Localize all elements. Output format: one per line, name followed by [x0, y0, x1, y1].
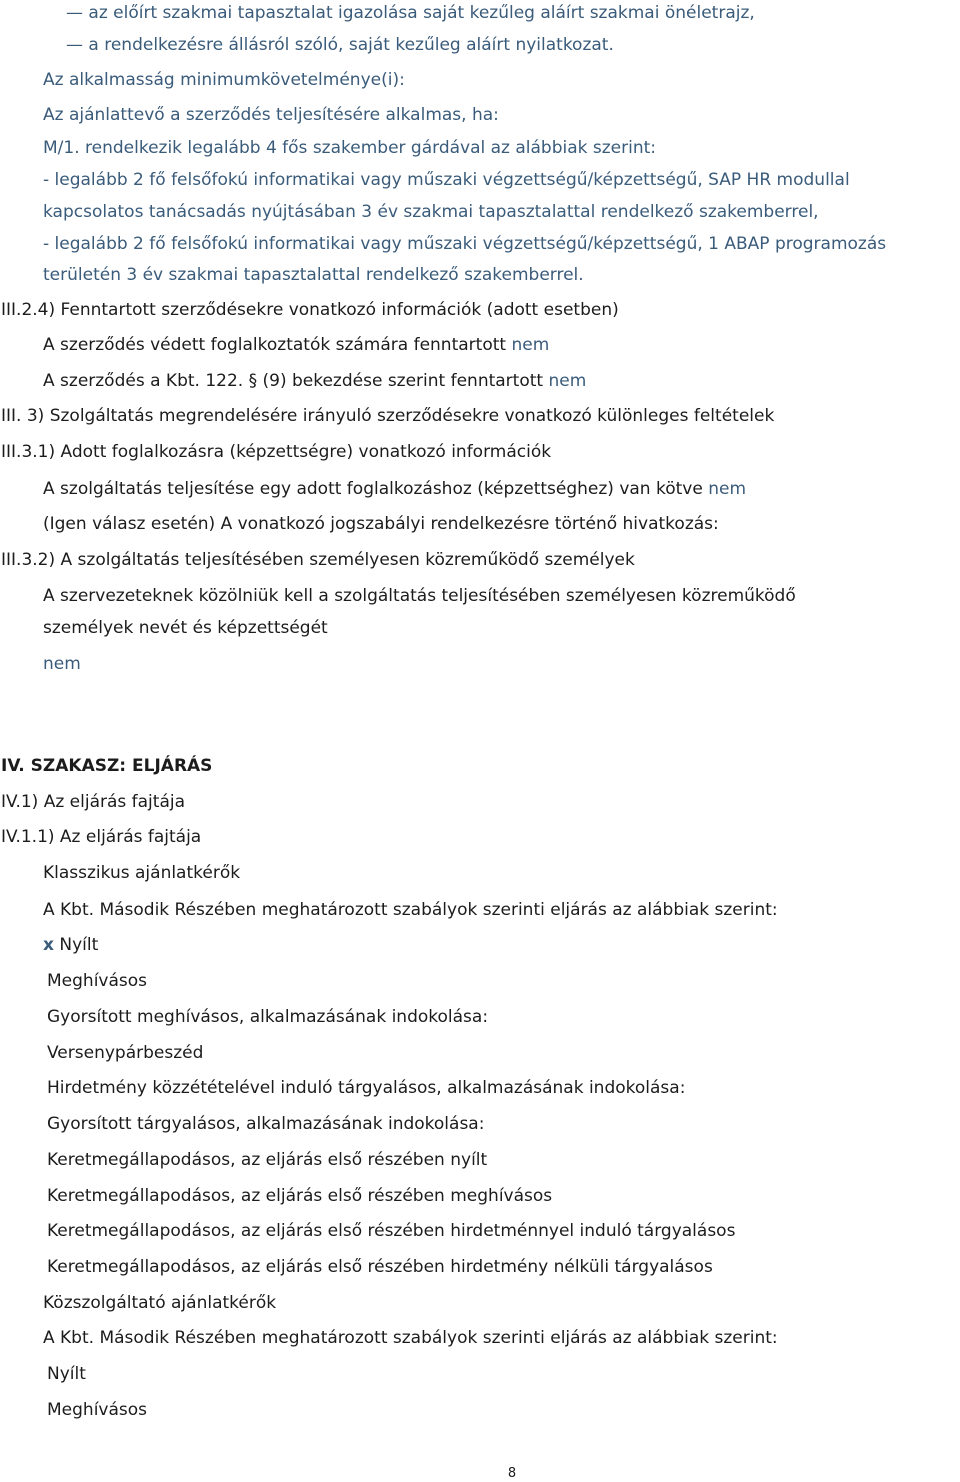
section-iii-3-1-heading: III.3.1) Adott foglalkozásra (képzettségre) vonatkozó információk	[1, 442, 552, 462]
requirement-m1-item2-a: - legalább 2 fő felsőfokú informatikai vagy műszaki végzettségű/képzettségű, 1 ABAP programozás	[43, 234, 887, 254]
reserved-kbt-value: nem	[548, 371, 587, 391]
profession-bound-label: A szolgáltatás teljesítése egy adott foglalkozáshoz (képzettséghez) van kötve	[43, 479, 703, 499]
option-accelerated-negotiated: Gyorsított tárgyalásos, alkalmazásának indokolása:	[47, 1114, 485, 1134]
requirement-m1-item2-b: területén 3 év szakmai tapasztalattal rendelkező szakemberrel.	[43, 265, 584, 285]
utility-contracting-label: Közszolgáltató ajánlatkérők	[43, 1293, 277, 1313]
profession-bound-value: nem	[708, 479, 747, 499]
requirement-m1-item1-a: - legalább 2 fő felsőfokú informatikai vagy műszaki végzettségű/képzettségű, SAP HR modullal	[43, 170, 850, 190]
evidence-line-declaration: — a rendelkezésre állásról szóló, saját kezűleg aláírt nyilatkozat.	[66, 35, 614, 55]
option-framework-restricted: Keretmegállapodásos, az eljárás első részében meghívásos	[47, 1186, 553, 1206]
classic-contracting-label: Klasszikus ajánlatkérők	[43, 863, 241, 883]
staff-names-text-a: A szervezeteknek közölniük kell a szolgáltatás teljesítésében személyesen közreműködő	[43, 586, 796, 606]
reserved-kbt-label: A szerződés a Kbt. 122. § (9) bekezdése szerint fenntartott	[43, 371, 544, 391]
staff-names-value: nem	[43, 654, 81, 674]
suitability-intro: Az ajánlattevő a szerződés teljesítésére alkalmas, ha:	[43, 105, 499, 125]
section-iv-1-1-heading: IV.1.1) Az eljárás fajtája	[1, 827, 202, 847]
option-framework-negotiated-no-notice: Keretmegállapodásos, az eljárás első részében hirdetmény nélküli tárgyalásos	[47, 1257, 713, 1277]
classic-intro: A Kbt. Második Részében meghatározott szabályok szerinti eljárás az alábbiak szerint:	[43, 900, 778, 920]
evidence-line-cv: — az előírt szakmai tapasztalat igazolása saját kezűleg aláírt szakmai önéletrajz,	[66, 3, 755, 23]
reserved-sheltered-value: nem	[511, 335, 550, 355]
staff-names-text-b: személyek nevét és képzettségét	[43, 618, 328, 638]
option-restricted: Meghívásos	[47, 971, 148, 991]
utility-intro: A Kbt. Második Részében meghatározott szabályok szerinti eljárás az alábbiak szerint:	[43, 1328, 778, 1348]
reserved-kbt-row	[43, 370, 586, 392]
reserved-sheltered-row	[43, 334, 549, 356]
selected-mark: x	[43, 935, 54, 955]
option-accelerated-restricted: Gyorsított meghívásos, alkalmazásának indokolása:	[47, 1007, 489, 1027]
section-iii-2-4-heading: III.2.4) Fenntartott szerződésekre vonatkozó információk (adott esetben)	[1, 300, 619, 320]
legal-reference-label: (Igen válasz esetén) A vonatkozó jogszabályi rendelkezésre történő hivatkozás:	[43, 514, 719, 534]
option-framework-open: Keretmegállapodásos, az eljárás első részében nyílt	[47, 1150, 488, 1170]
utility-option-open: Nyílt	[47, 1364, 86, 1384]
option-open	[43, 934, 98, 956]
option-framework-negotiated-notice: Keretmegállapodásos, az eljárás első részében hirdetménnyel induló tárgyalásos	[47, 1221, 736, 1241]
utility-option-restricted: Meghívásos	[47, 1400, 148, 1420]
profession-bound-row	[43, 478, 746, 500]
section-iv-1-heading: IV.1) Az eljárás fajtája	[1, 792, 186, 812]
option-open-label: Nyílt	[59, 935, 99, 955]
page-number: 8	[507, 1466, 517, 1481]
requirement-m1-item1-b: kapcsolatos tanácsadás nyújtásában 3 év szakmai tapasztalattal rendelkező szakemberrel,	[43, 202, 819, 222]
reserved-sheltered-label: A szerződés védett foglalkoztatók számára fenntartott	[43, 335, 507, 355]
option-negotiated-with-notice: Hirdetmény közzétételével induló tárgyalásos, alkalmazásának indokolása:	[47, 1078, 686, 1098]
option-competitive-dialogue: Versenypárbeszéd	[47, 1043, 204, 1063]
section-iv-heading: IV. SZAKASZ: ELJÁRÁS	[1, 756, 213, 776]
suitability-requirements-label: Az alkalmasság minimumkövetelménye(i):	[43, 70, 405, 90]
requirement-m1: M/1. rendelkezik legalább 4 fős szakember gárdával az alábbiak szerint:	[43, 138, 657, 158]
section-iii-3-heading: III. 3) Szolgáltatás megrendelésére irányuló szerződésekre vonatkozó különleges feltételek	[1, 406, 775, 426]
section-iii-3-2-heading: III.3.2) A szolgáltatás teljesítésében személyesen közreműködő személyek	[1, 550, 635, 570]
